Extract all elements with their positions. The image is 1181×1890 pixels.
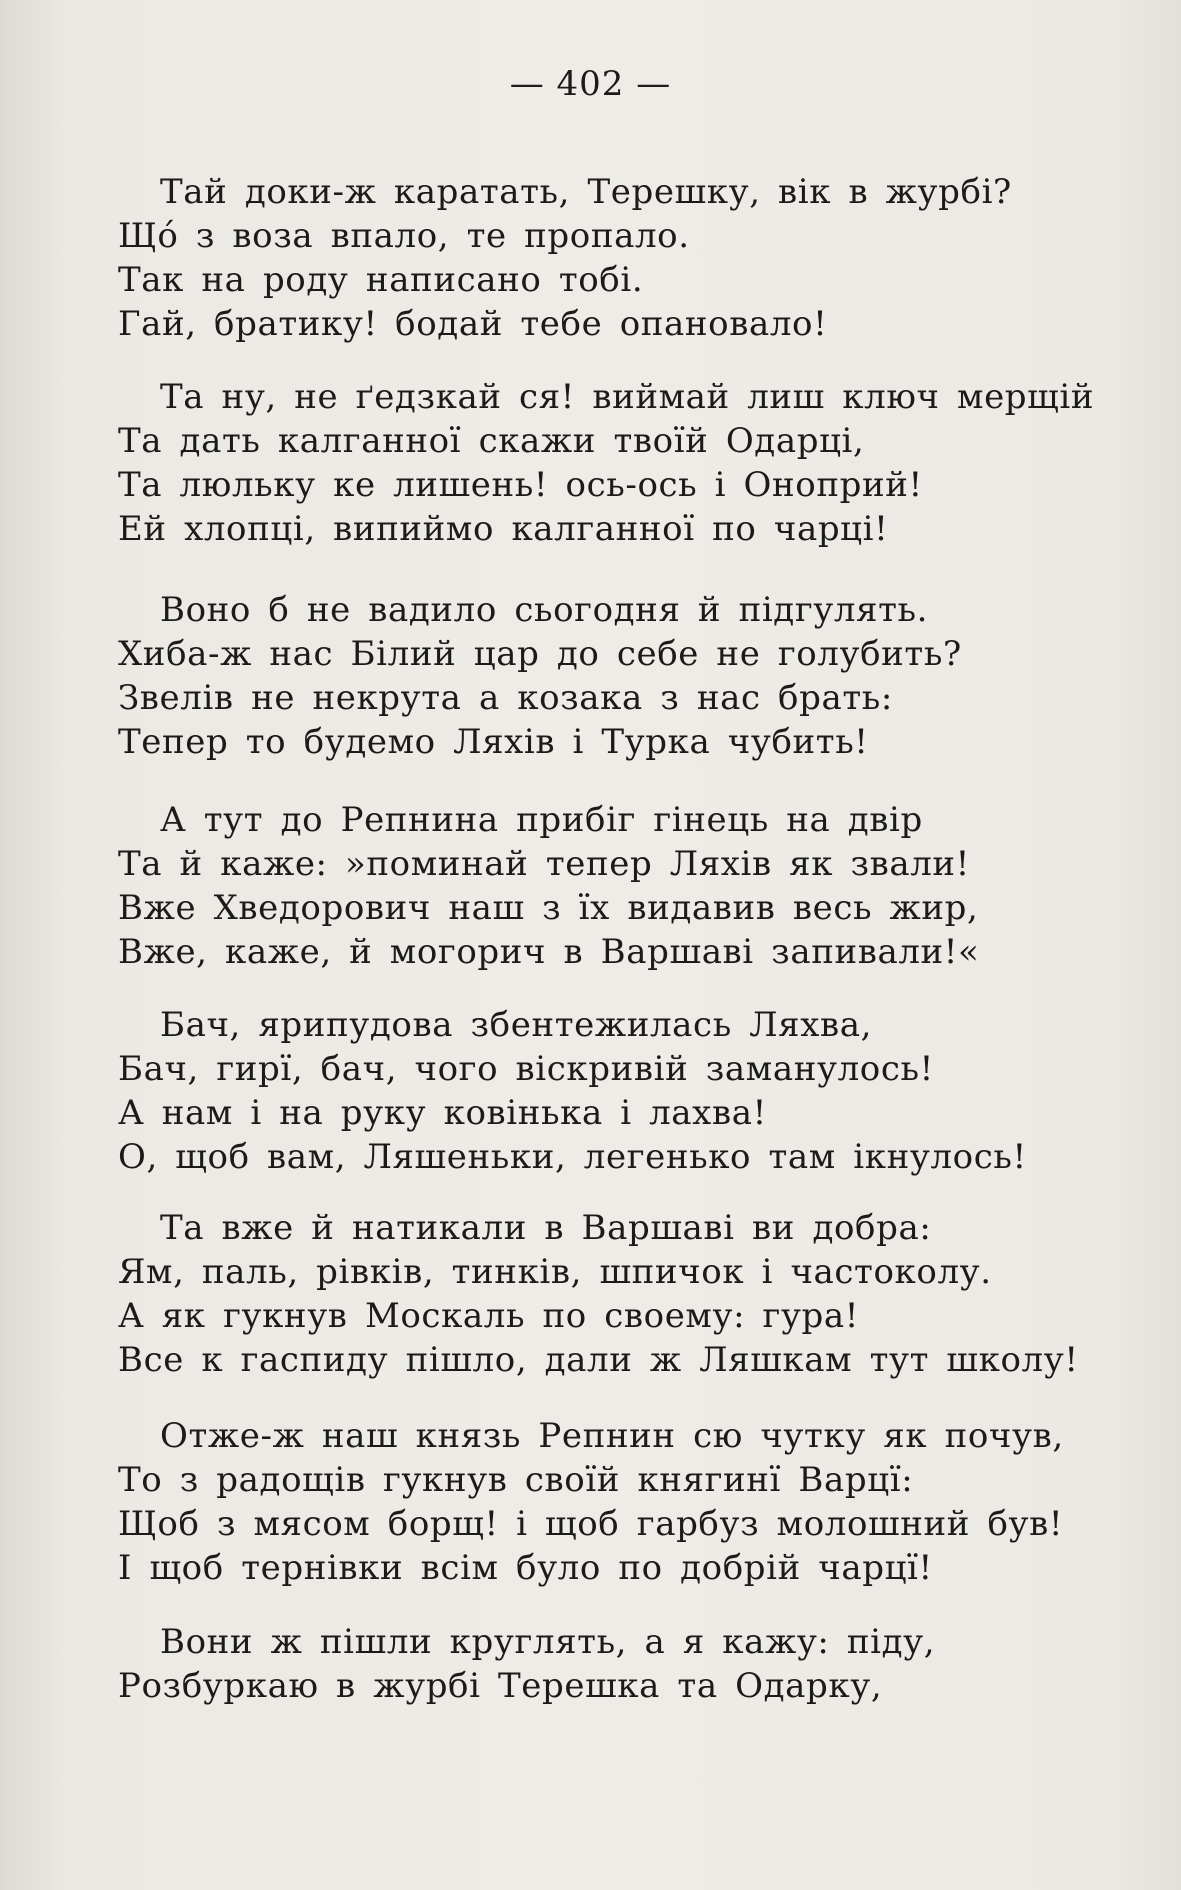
stanza-8 [118, 1620, 1148, 1708]
verse-line: Та й каже: »поминай тепер Ляхів як звали! [118, 844, 970, 884]
verse-line: Що́ з воза впало, те пропало. [118, 216, 690, 256]
verse-line: А як гукнув Москаль по своему: гура! [118, 1296, 860, 1336]
verse-line: Ей хлопці, випиймо калганної по чарці! [118, 509, 889, 549]
verse-line: Вже, каже, й могорич в Варшаві запивали!« [118, 932, 980, 972]
verse-line: Бач, гирї, бач, чого віскривій заманулось! [118, 1049, 934, 1089]
stanza-5 [118, 1003, 1148, 1179]
verse-line: Так на роду написано тобі. [118, 260, 644, 300]
verse-line: То з радощів гукнув своїй княгинї Варцї: [118, 1460, 914, 1500]
verse-line: О, щоб вам, Ляшеньки, легенько там ікнулось! [118, 1137, 1027, 1177]
verse-line: Та люльку ке лишень! ось-ось і Оноприй! [118, 465, 923, 505]
verse-line: Хиба-ж нас Білий цар до себе не голубить? [118, 634, 962, 674]
stanza-3 [118, 588, 1148, 764]
verse-line: Щоб з мясом борщ! і щоб гарбуз молошний був! [118, 1504, 1064, 1544]
verse-line: Тепер то будемо Ляхів і Турка чубить! [118, 722, 869, 762]
stanza-1 [118, 170, 1148, 346]
verse-line: Та ну, не ґедзкай ся! виймай лиш ключ мерщій [160, 377, 1095, 417]
verse-line: Бач, ярипудова збентежилась Ляхва, [160, 1005, 873, 1045]
stanza-2 [118, 375, 1148, 551]
stanza-7 [118, 1414, 1148, 1590]
verse-line: А тут до Репнина прибіг гінець на двір [160, 800, 923, 840]
verse-line: І щоб тернівки всім було по добрій чарцї! [118, 1548, 933, 1588]
verse-line: Все к гаспиду пішло, дали ж Ляшкам тут школу! [118, 1340, 1079, 1380]
verse-line: Вже Хведорович наш з їх видавив весь жир, [118, 888, 979, 928]
verse-line: Тай доки-ж каратать, Терешку, вік в журбі? [160, 172, 1012, 212]
stanza-6 [118, 1206, 1148, 1382]
stanza-4 [118, 798, 1148, 974]
verse-line: Вони ж пішли круглять, а я кажу: піду, [160, 1622, 936, 1662]
verse-line: А нам і на руку ковінька і лахва! [118, 1093, 767, 1133]
page-number: — 402 — [509, 64, 672, 104]
verse-line: Та вже й натикали в Варшаві ви добра: [160, 1208, 932, 1248]
verse-line: Та дать калганної скажи твоїй Одарці, [118, 421, 865, 461]
verse-line: Ям, паль, рівків, тинків, шпичок і частоколу. [118, 1252, 992, 1292]
verse-line: Гай, братику! бодай тебе опановало! [118, 304, 828, 344]
verse-line: Розбуркаю в журбі Терешка та Одарку, [118, 1666, 883, 1706]
verse-line: Отже-ж наш князь Репнин сю чутку як почув, [160, 1416, 1064, 1456]
verse-line: Звелів не некрута а козака з нас брать: [118, 678, 893, 718]
verse-line: Воно б не вадило сьогодня й підгулять. [160, 590, 929, 630]
